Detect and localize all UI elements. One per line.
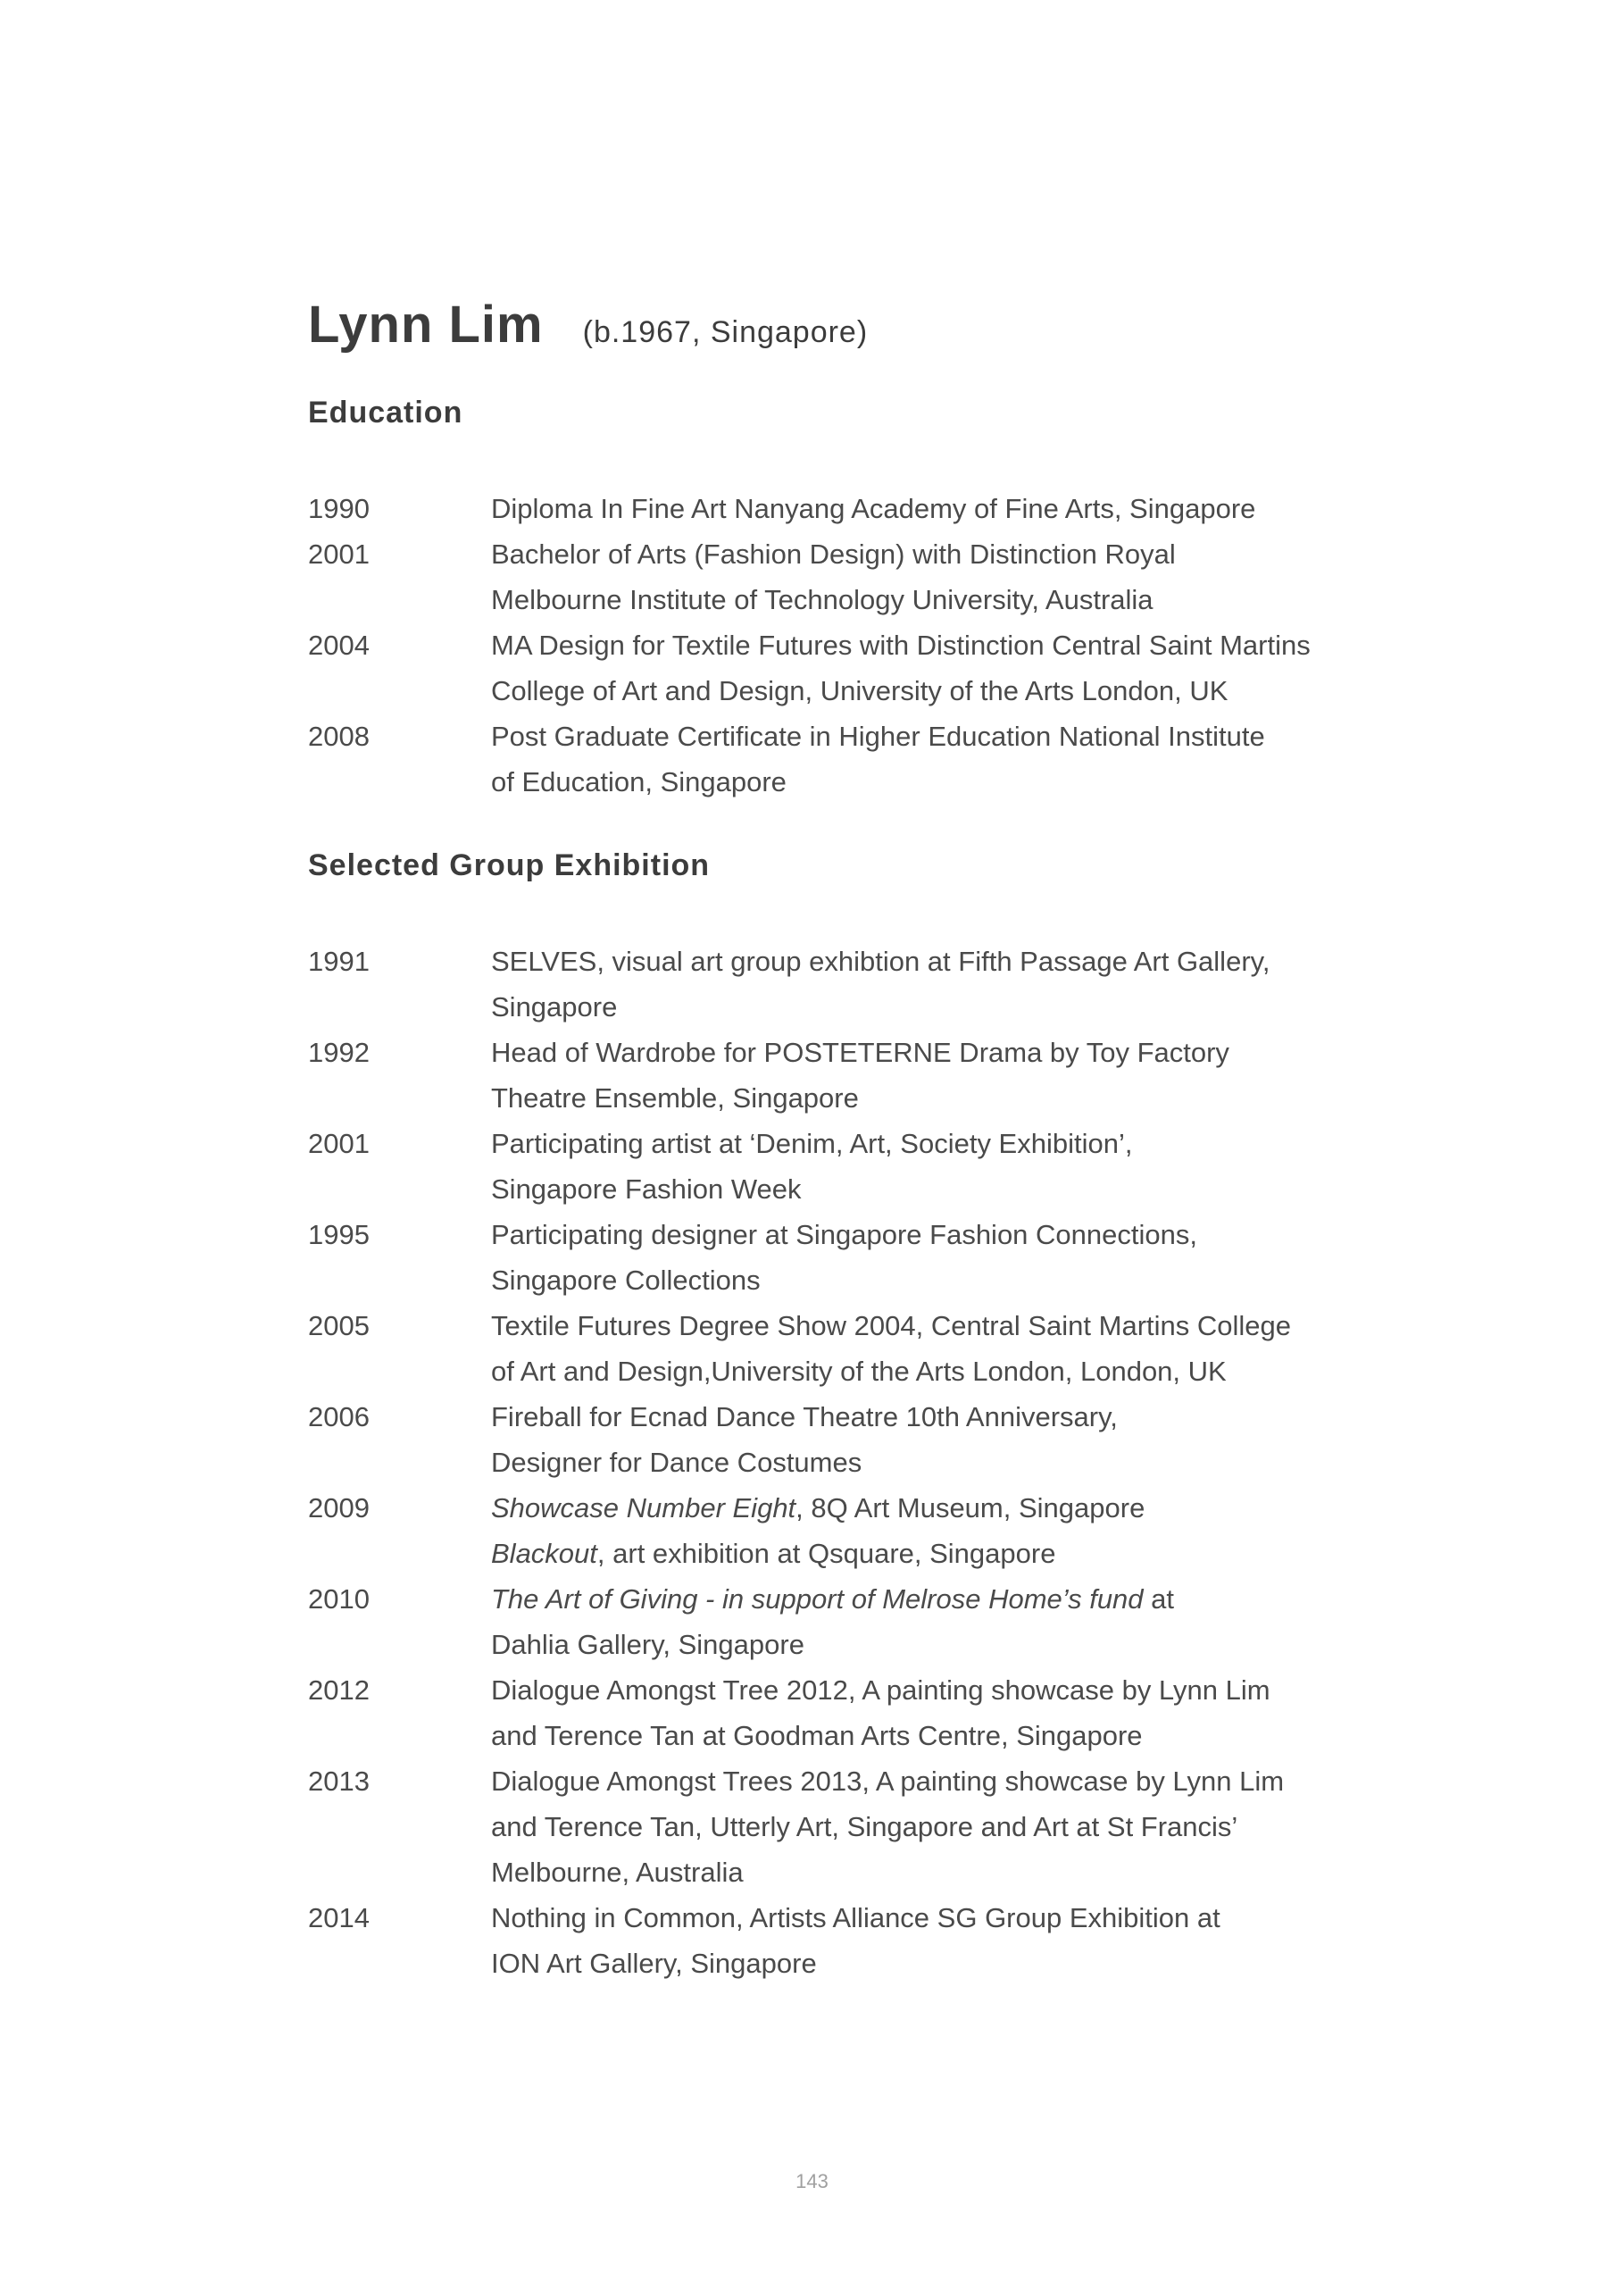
entry-description: [491, 1212, 1348, 1303]
exhibition-title-italic: The Art of Giving - in support of Melrose Home’s fund: [491, 1583, 1144, 1615]
artist-birth-info: (b.1967, Singapore): [582, 315, 869, 349]
entry-line: Singapore: [491, 991, 618, 1023]
entry-line: [491, 1576, 1348, 1622]
entry-line: Diploma In Fine Art Nanyang Academy of Fine Arts, Singapore: [491, 493, 1256, 524]
exhibition-entry: [308, 1394, 1379, 1485]
entry-line: Singapore Collections: [491, 1265, 761, 1296]
entry-line: Textile Futures Degree Show 2004, Central Saint Martins College: [491, 1310, 1292, 1341]
entry-line: of Education, Singapore: [491, 766, 787, 797]
entry-line: Theatre Ensemble, Singapore: [491, 1082, 859, 1114]
entry-year: 2004: [308, 630, 370, 661]
entry-line: of Art and Design,University of the Arts London, London, UK: [491, 1356, 1227, 1387]
entry-line: Post Graduate Certificate in Higher Education National Institute: [491, 721, 1265, 752]
entry-year: 2010: [308, 1583, 370, 1615]
exhibition-entry: [308, 1576, 1379, 1667]
entry-year: 2014: [308, 1902, 370, 1933]
entry-year: 2006: [308, 1401, 370, 1432]
entry-line: ION Art Gallery, Singapore: [491, 1948, 817, 1979]
education-title: Education: [308, 396, 463, 430]
exhibition-title-italic: Blackout: [491, 1538, 597, 1569]
entry-description: [491, 1394, 1348, 1485]
page-heading: [308, 295, 868, 355]
exhibition-title-italic: Showcase Number Eight: [491, 1492, 796, 1524]
entry-description: [491, 939, 1348, 1030]
entry-year: 2008: [308, 721, 370, 752]
entry-line: Bachelor of Arts (Fashion Design) with Distinction Royal: [491, 538, 1176, 570]
education-list: [308, 486, 1379, 805]
entry-description: [491, 531, 1348, 622]
entry-year: 1990: [308, 493, 370, 524]
education-entry: [308, 531, 1379, 622]
entry-line: and Terence Tan at Goodman Arts Centre, Singapore: [491, 1720, 1143, 1751]
exhibition-entry: [308, 939, 1379, 1030]
page-number: 143: [795, 2170, 829, 2192]
entry-year: 2001: [308, 538, 370, 570]
entry-description: [491, 1485, 1348, 1576]
entry-description: [491, 622, 1348, 714]
entry-description: [491, 486, 1348, 531]
entry-year: 1991: [308, 946, 370, 977]
entry-line: SELVES, visual art group exhibtion at Fifth Passage Art Gallery,: [491, 946, 1270, 977]
entry-description: [491, 714, 1348, 805]
entry-line: Fireball for Ecnad Dance Theatre 10th Anniversary,: [491, 1401, 1118, 1432]
entry-description: [491, 1576, 1348, 1667]
entry-line: Designer for Dance Costumes: [491, 1447, 862, 1478]
entry-description: [491, 1667, 1348, 1758]
entry-line: Dahlia Gallery, Singapore: [491, 1629, 804, 1660]
entry-description: [491, 1758, 1348, 1895]
entry-year: 1995: [308, 1219, 370, 1250]
entry-line-rest: , 8Q Art Museum, Singapore: [795, 1492, 1145, 1524]
entry-year: 2009: [308, 1492, 370, 1524]
exhibition-entry: [308, 1303, 1379, 1394]
entry-line: [491, 1485, 1348, 1531]
exhibition-entry: [308, 1121, 1379, 1212]
entry-line: [491, 1531, 1348, 1576]
entry-year: 2005: [308, 1310, 370, 1341]
exhibition-entry: [308, 1212, 1379, 1303]
entry-description: [491, 1030, 1348, 1121]
entry-year: 2001: [308, 1128, 370, 1159]
entry-year: 2012: [308, 1674, 370, 1706]
exhibition-entry: [308, 1485, 1379, 1576]
exhibition-entry: [308, 1667, 1379, 1758]
education-entry: [308, 622, 1379, 714]
entry-line: Dialogue Amongst Tree 2012, A painting showcase by Lynn Lim: [491, 1674, 1270, 1706]
entry-description: [491, 1121, 1348, 1212]
entry-line: Participating artist at ‘Denim, Art, Society Exhibition’,: [491, 1128, 1133, 1159]
entry-line-rest: at: [1143, 1583, 1175, 1615]
entry-line: MA Design for Textile Futures with Distinction Central Saint Martins: [491, 630, 1311, 661]
education-entry: [308, 714, 1379, 805]
entry-line: Melbourne, Australia: [491, 1857, 744, 1888]
entry-line: Melbourne Institute of Technology University, Australia: [491, 584, 1153, 615]
exhibition-entry: [308, 1030, 1379, 1121]
entry-line: and Terence Tan, Utterly Art, Singapore and Art at St Francis’: [491, 1811, 1238, 1842]
entry-line: College of Art and Design, University of the Arts London, UK: [491, 675, 1228, 706]
entry-line: Participating designer at Singapore Fashion Connections,: [491, 1219, 1197, 1250]
entry-line-rest: , art exhibition at Qsquare, Singapore: [596, 1538, 1056, 1569]
entry-year: 2013: [308, 1766, 370, 1797]
artist-name: Lynn Lim: [308, 296, 544, 354]
exhibitions-list: [308, 939, 1379, 1986]
education-entry: [308, 486, 1379, 531]
exhibitions-title: Selected Group Exhibition: [308, 848, 711, 882]
entry-description: [491, 1895, 1348, 1986]
entry-line: Head of Wardrobe for POSTETERNE Drama by Toy Factory: [491, 1037, 1229, 1068]
entry-line: Dialogue Amongst Trees 2013, A painting showcase by Lynn Lim: [491, 1766, 1285, 1797]
exhibition-entry: [308, 1758, 1379, 1895]
entry-line: Singapore Fashion Week: [491, 1173, 802, 1205]
entry-description: [491, 1303, 1348, 1394]
exhibition-entry: [308, 1895, 1379, 1986]
entry-year: 1992: [308, 1037, 370, 1068]
entry-line: Nothing in Common, Artists Alliance SG Group Exhibition at: [491, 1902, 1220, 1933]
